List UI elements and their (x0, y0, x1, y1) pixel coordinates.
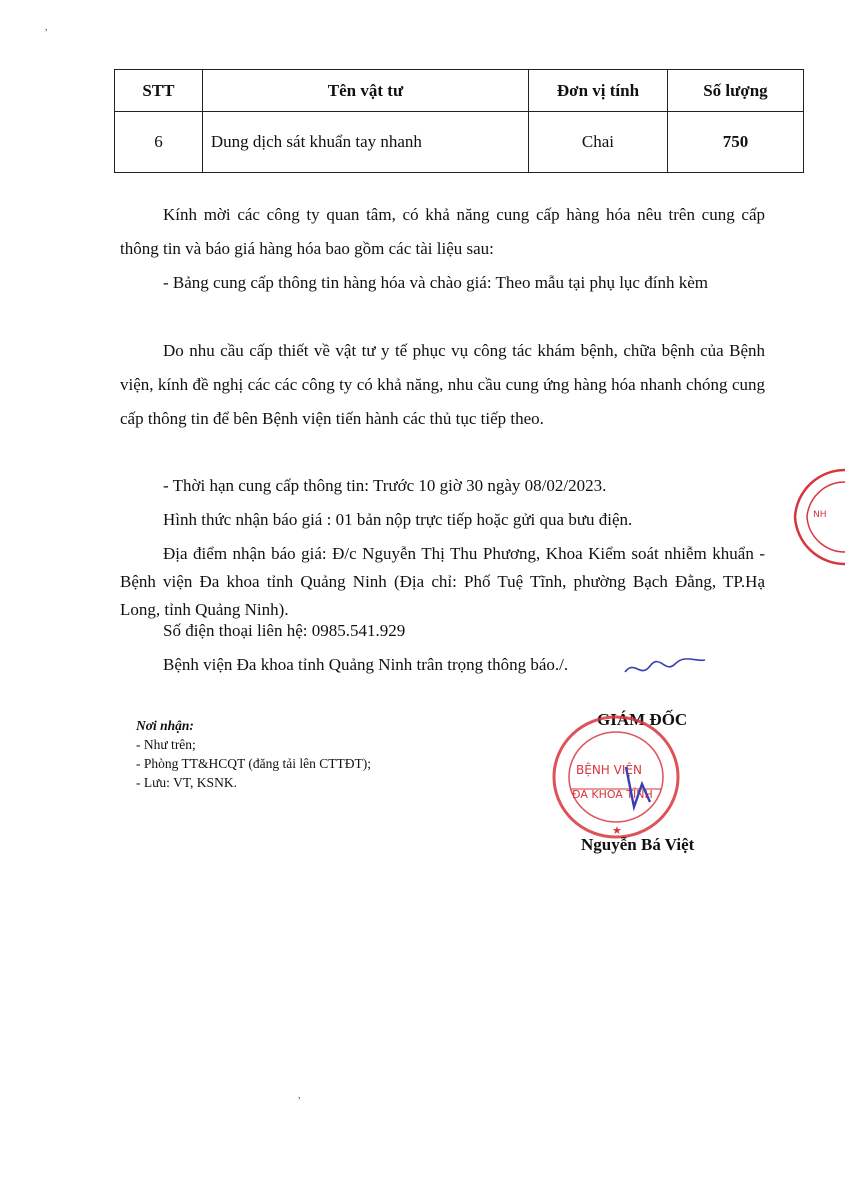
recipient-item: - Phòng TT&HCQT (đăng tải lên CTTĐT); (136, 756, 371, 771)
signer-position: GIÁM ĐỐC (597, 710, 688, 729)
recipients-title: Nơi nhận: (136, 718, 194, 733)
phone-line: Số điện thoại liên hệ: 0985.541.929 (163, 621, 406, 640)
recipient-item: - Lưu: VT, KSNK. (136, 775, 237, 790)
header-stt: STT (115, 70, 203, 112)
submission-form-line: Hình thức nhận báo giá : 01 bản nộp trực tiếp hoặc gửi qua bưu điện. (163, 510, 633, 529)
official-seal-icon (546, 712, 686, 842)
deadline-line: - Thời hạn cung cấp thông tin: Trước 10 giờ 30 ngày 08/02/2023. (163, 476, 607, 495)
initial-mark-icon (620, 654, 710, 684)
header-quantity: Số lượng (667, 70, 803, 112)
attachment-paragraph: - Bảng cung cấp thông tin hàng hóa và chào giá: Theo mẫu tại phụ lục đính kèm (163, 273, 708, 292)
closing-line: Bệnh viện Đa khoa tỉnh Quảng Ninh trân trọng thông báo./. (163, 655, 569, 674)
header-item-name: Tên vật tư (202, 70, 528, 112)
place-paragraph: Địa điểm nhận báo giá: Đ/c Nguyễn Thị Thu Phương, Khoa Kiểm soát nhiễm khuẩn - Bệnh viện Đa khoa tỉnh Quảng Ninh (Địa chỉ: Phố Tuệ Tĩnh, phường Bạch Đằng, TP.Hạ Long, tỉnh Quảng Ninh). (120, 544, 765, 619)
cell-stt: 6 (115, 112, 203, 173)
signer-name: Nguyễn Bá Việt (581, 835, 695, 854)
cell-item-name: Dung dịch sát khuẩn tay nhanh (202, 112, 528, 173)
scan-speck: , (298, 1090, 301, 1101)
invitation-paragraph: Kính mời các công ty quan tâm, có khả năng cung cấp hàng hóa nêu trên cung cấp thông tin và báo giá hàng hóa bao gồm các tài liệu sau: (120, 205, 765, 258)
cell-quantity: 750 (667, 112, 803, 173)
recipients-block (136, 716, 371, 792)
cell-unit: Chai (529, 112, 668, 173)
request-paragraph: Do nhu cầu cấp thiết về vật tư y tế phục vụ công tác khám bệnh, chữa bệnh của Bệnh viện, kính đề nghị các các công ty có khả năng, nhu cầu cung ứng hàng hóa nhanh chóng cung cấp thông tin để bên Bệnh viện tiến hành các thủ tục tiếp theo. (120, 341, 765, 428)
table-row (115, 112, 804, 173)
seal-line-1: BỆNH VIỆN (576, 763, 642, 777)
svg-text:NH: NH (813, 510, 827, 520)
svg-text:★: ★ (612, 824, 622, 837)
recipient-item: - Như trên; (136, 737, 196, 752)
table-header-row (115, 70, 804, 112)
partial-seal-icon (735, 462, 845, 572)
supplies-table (114, 69, 804, 173)
header-unit: Đơn vị tính (529, 70, 668, 112)
seal-line-2: ĐA KHOA TỈNH (572, 788, 653, 801)
scan-speck: , (45, 22, 48, 33)
